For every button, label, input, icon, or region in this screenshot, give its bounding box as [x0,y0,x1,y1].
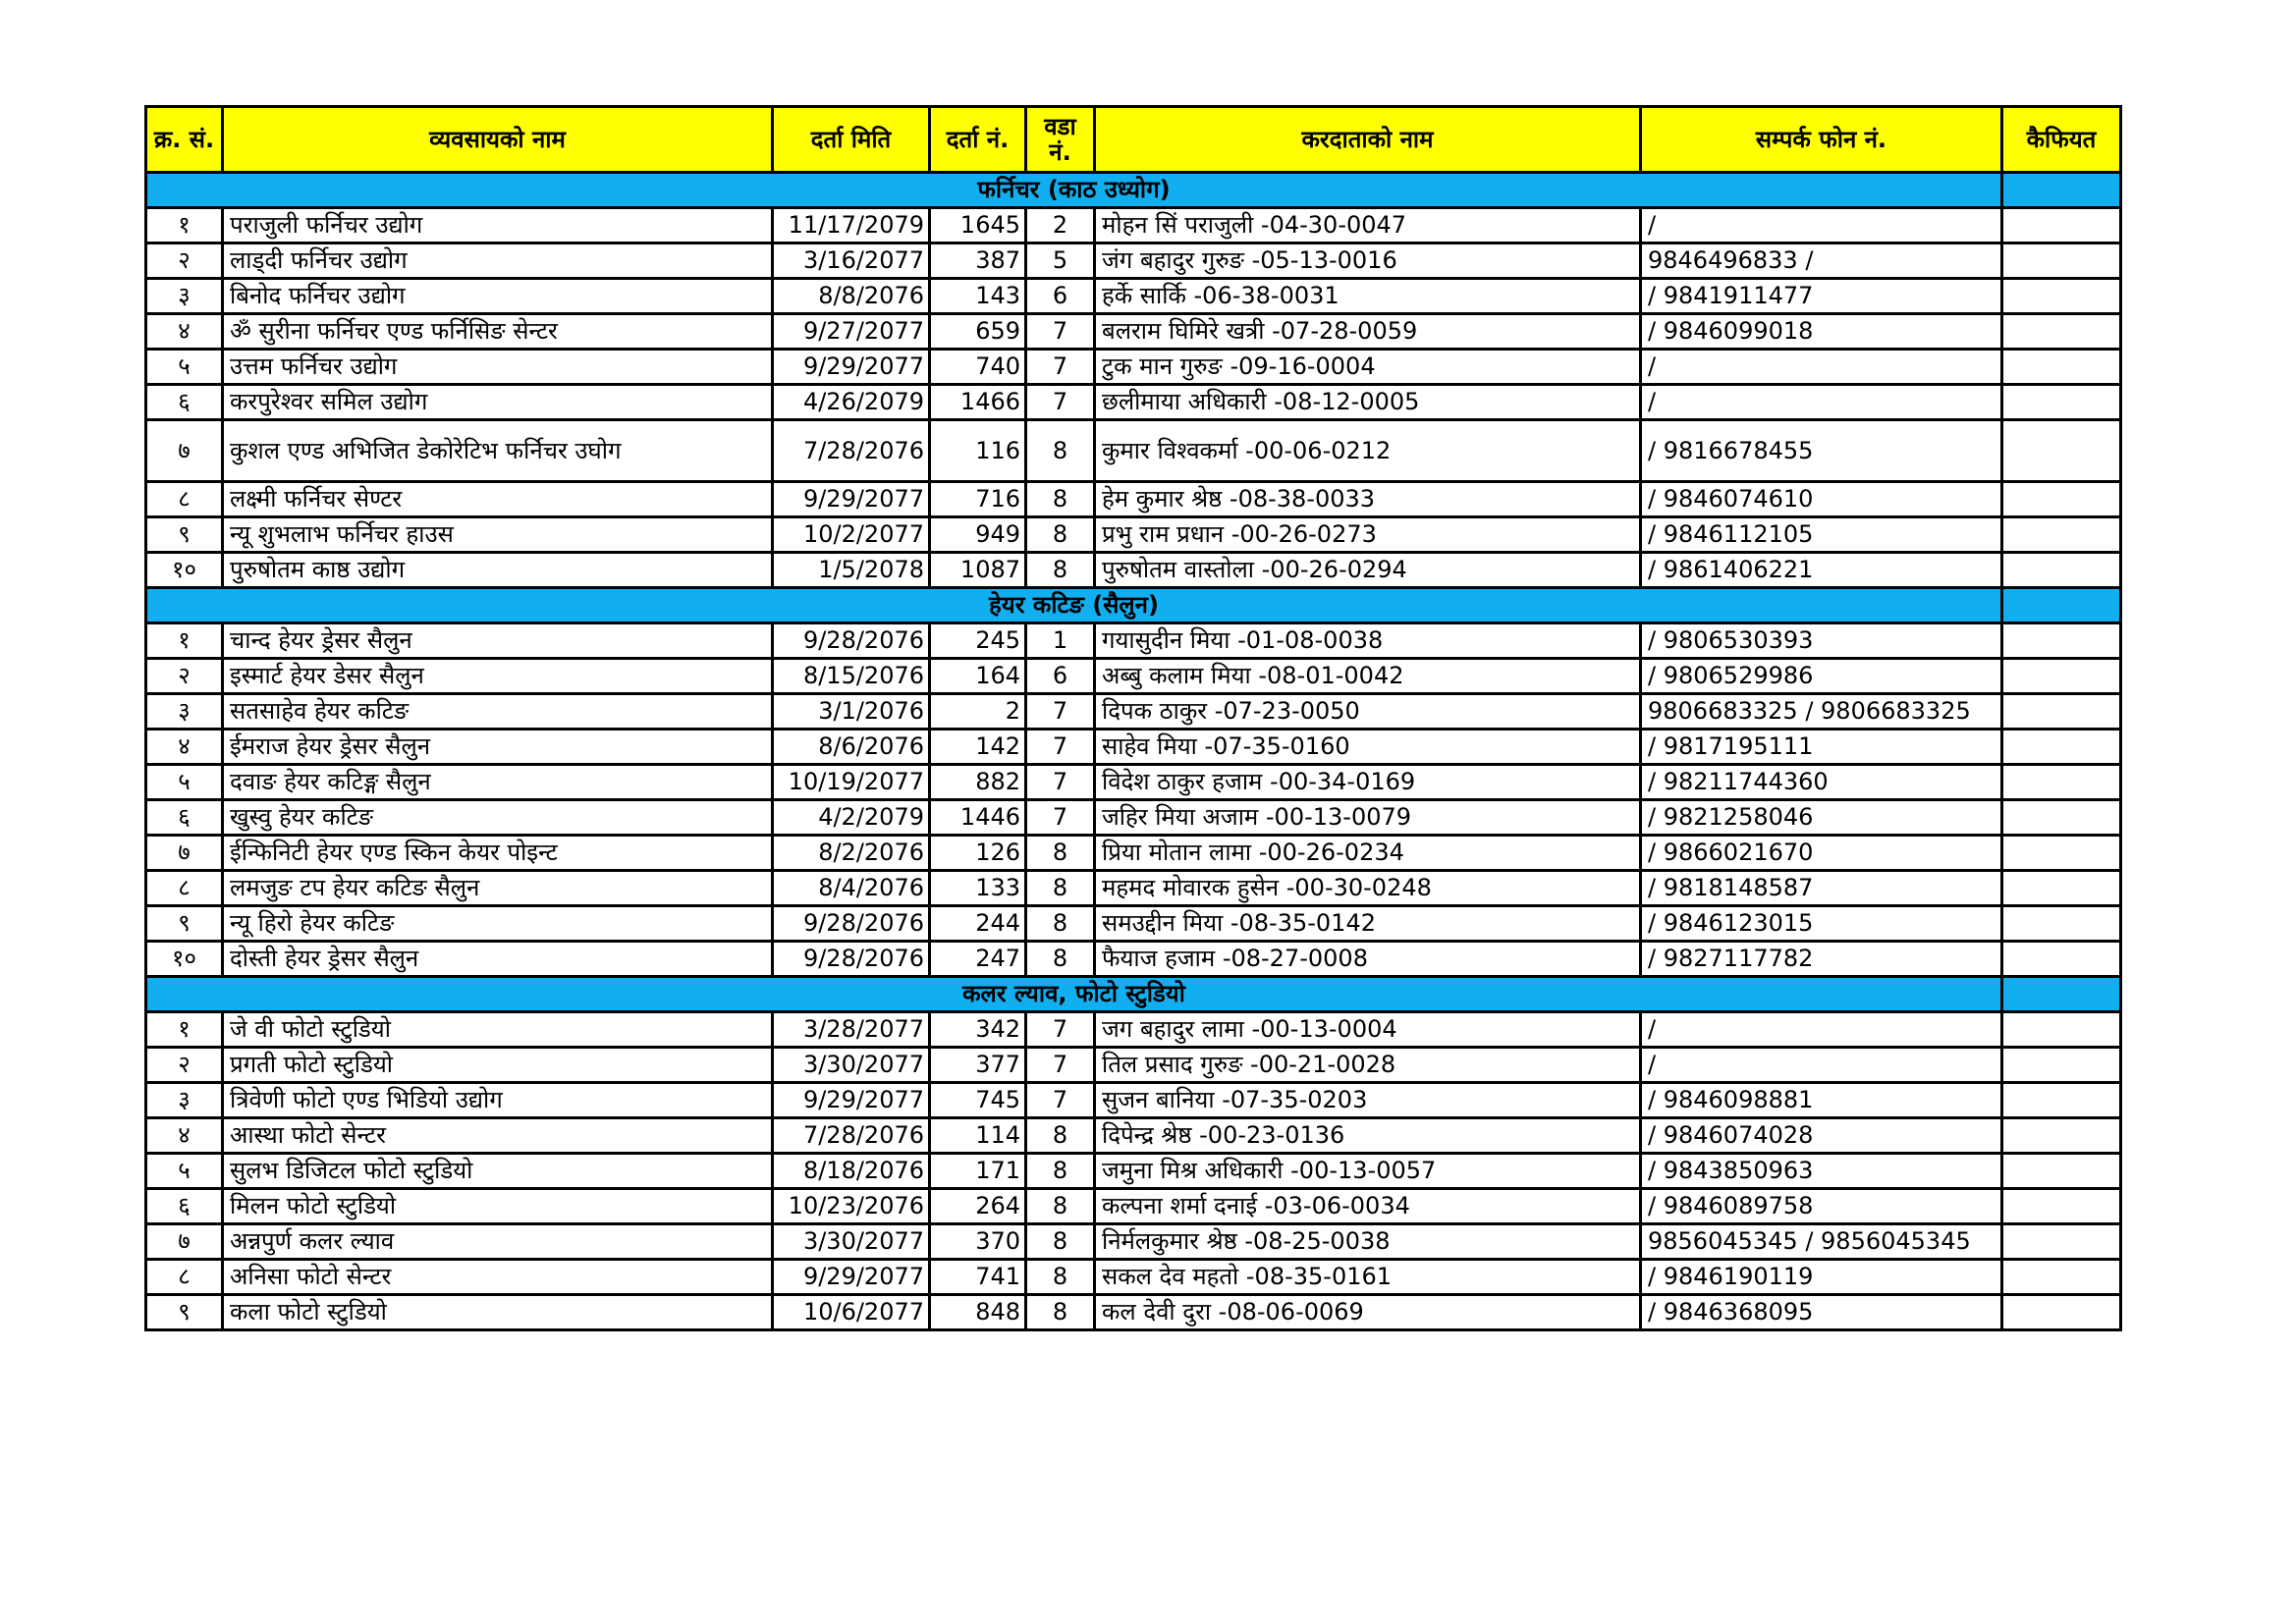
remarks-cell [2002,836,2121,871]
registration-date-cell: 8/2/2076 [773,836,930,871]
registration-number-cell: 882 [930,765,1026,800]
registration-date-cell: 9/29/2077 [773,1260,930,1295]
taxpayer-name-cell: प्रिया मोतान लामा -00-26-0234 [1095,836,1641,871]
business-name-cell: कला फोटो स्टुडियो [223,1295,773,1330]
ward-number-cell: 8 [1026,553,1095,588]
business-name-cell: दोस्ती हेयर ड्रेसर सैलुन [223,942,773,977]
taxpayer-name-cell: हर्के सार्कि -06-38-0031 [1095,279,1641,314]
business-name-cell: न्यू शुभलाभ फर्निचर हाउस [223,517,773,553]
taxpayer-name-cell: मोहन सिं पराजुली -04-30-0047 [1095,208,1641,244]
serial-number-cell: २ [146,1048,223,1083]
registration-date-cell: 10/2/2077 [773,517,930,553]
registration-number-cell: 1446 [930,800,1026,836]
table-row [146,244,2121,279]
taxpayer-name-cell: दिपेन्द्र श्रेष्ठ -00-23-0136 [1095,1118,1641,1154]
serial-number-cell: ९ [146,517,223,553]
table-row [146,1154,2121,1189]
business-name-cell: मिलन फोटो स्टुडियो [223,1189,773,1224]
registration-date-cell: 9/29/2077 [773,350,930,385]
registration-number-cell: 659 [930,314,1026,350]
ward-number-cell: 8 [1026,482,1095,517]
ward-number-cell: 8 [1026,1295,1095,1330]
table-row [146,1083,2121,1118]
registration-date-cell: 9/28/2076 [773,623,930,659]
table-row [146,836,2121,871]
ward-number-cell: 1 [1026,623,1095,659]
registration-number-cell: 848 [930,1295,1026,1330]
serial-number-cell: १० [146,553,223,588]
contact-phone-cell: / 9846089758 [1641,1189,2002,1224]
serial-number-cell: १० [146,942,223,977]
registration-date-cell: 4/2/2079 [773,800,930,836]
remarks-cell [2002,244,2121,279]
header-serial-number: क्र. सं. [146,107,223,173]
registration-date-cell: 9/29/2077 [773,1083,930,1118]
taxpayer-name-cell: कल्पना शर्मा दनाई -03-06-0034 [1095,1189,1641,1224]
remarks-cell [2002,942,2121,977]
business-name-cell: चान्द हेयर ड्रेसर सैलुन [223,623,773,659]
business-name-cell: अन्नपुर्ण कलर ल्याव [223,1224,773,1260]
remarks-cell [2002,1048,2121,1083]
registration-sheet [144,105,2122,1331]
section-header-row [146,977,2121,1012]
taxpayer-name-cell: साहेव मिया -07-35-0160 [1095,730,1641,765]
registration-date-cell: 7/28/2076 [773,1118,930,1154]
table-row [146,1295,2121,1330]
section-title: फर्निचर (काठ उध्योग) [146,173,2002,208]
contact-phone-cell: / 9827117782 [1641,942,2002,977]
contact-phone-cell: / 9846123015 [1641,906,2002,942]
business-name-cell: अनिसा फोटो सेन्टर [223,1260,773,1295]
header-business-name: व्यवसायको नाम [223,107,773,173]
serial-number-cell: ७ [146,836,223,871]
registration-date-cell: 3/30/2077 [773,1048,930,1083]
registration-date-cell: 4/26/2079 [773,385,930,420]
remarks-cell [2002,1224,2121,1260]
business-name-cell: करपुरेश्वर समिल उद्योग [223,385,773,420]
taxpayer-name-cell: जमुना मिश्र अधिकारी -00-13-0057 [1095,1154,1641,1189]
registration-date-cell: 8/18/2076 [773,1154,930,1189]
registration-number-cell: 164 [930,659,1026,694]
ward-number-cell: 8 [1026,1154,1095,1189]
remarks-cell [2002,208,2121,244]
table-row [146,1260,2121,1295]
registration-number-cell: 171 [930,1154,1026,1189]
business-name-cell: ईन्फिनिटी हेयर एण्ड स्किन केयर पोइन्ट [223,836,773,871]
remarks-cell [2002,1083,2121,1118]
registration-number-cell: 740 [930,350,1026,385]
serial-number-cell: ४ [146,314,223,350]
serial-number-cell: ६ [146,800,223,836]
taxpayer-name-cell: अब्बु कलाम मिया -08-01-0042 [1095,659,1641,694]
ward-number-cell: 7 [1026,350,1095,385]
table-row [146,623,2121,659]
ward-number-cell: 8 [1026,1260,1095,1295]
business-name-cell: प्रगती फोटो स्टुडियो [223,1048,773,1083]
remarks-cell [2002,765,2121,800]
registration-number-cell: 342 [930,1012,1026,1048]
business-name-cell: खुस्वु हेयर कटिङ [223,800,773,836]
remarks-cell [2002,730,2121,765]
registration-number-cell: 2 [930,694,1026,730]
contact-phone-cell: / 9806529986 [1641,659,2002,694]
serial-number-cell: १ [146,208,223,244]
taxpayer-name-cell: विदेश ठाकुर हजाम -00-34-0169 [1095,765,1641,800]
ward-number-cell: 6 [1026,279,1095,314]
section-remarks-cell [2002,977,2121,1012]
registration-number-cell: 143 [930,279,1026,314]
registration-number-cell: 244 [930,906,1026,942]
table-row [146,482,2121,517]
taxpayer-name-cell: टुक मान गुरुङ -09-16-0004 [1095,350,1641,385]
contact-phone-cell: / 9841911477 [1641,279,2002,314]
ward-number-cell: 5 [1026,244,1095,279]
serial-number-cell: ९ [146,906,223,942]
registration-number-cell: 370 [930,1224,1026,1260]
registration-date-cell: 9/29/2077 [773,482,930,517]
table-row [146,800,2121,836]
table-row [146,350,2121,385]
registration-number-cell: 1087 [930,553,1026,588]
contact-phone-cell: / 9846190119 [1641,1260,2002,1295]
registration-number-cell: 133 [930,871,1026,906]
taxpayer-name-cell: कुमार विश्वकर्मा -00-06-0212 [1095,420,1641,482]
header-row [146,107,2121,173]
remarks-cell [2002,1295,2121,1330]
registration-date-cell: 1/5/2078 [773,553,930,588]
business-name-cell: ईमराज हेयर ड्रेसर सैलुन [223,730,773,765]
table-row [146,420,2121,482]
serial-number-cell: १ [146,623,223,659]
section-title: हेयर कटिङ (सैलुन) [146,588,2002,623]
table-row [146,208,2121,244]
registration-number-cell: 741 [930,1260,1026,1295]
ward-number-cell: 7 [1026,800,1095,836]
serial-number-cell: ६ [146,385,223,420]
serial-number-cell: २ [146,244,223,279]
business-name-cell: आस्था फोटो सेन्टर [223,1118,773,1154]
serial-number-cell: १ [146,1012,223,1048]
registration-date-cell: 9/28/2076 [773,942,930,977]
contact-phone-cell: / 98211744360 [1641,765,2002,800]
contact-phone-cell: / 9818148587 [1641,871,2002,906]
serial-number-cell: ४ [146,730,223,765]
registration-number-cell: 387 [930,244,1026,279]
taxpayer-name-cell: प्रभु राम प्रधान -00-26-0273 [1095,517,1641,553]
table-row [146,694,2121,730]
remarks-cell [2002,1118,2121,1154]
table-row [146,1118,2121,1154]
table-row [146,553,2121,588]
table-row [146,1012,2121,1048]
business-name-cell: उत्तम फर्निचर उद्योग [223,350,773,385]
remarks-cell [2002,694,2121,730]
remarks-cell [2002,350,2121,385]
contact-phone-cell: 9806683325 / 9806683325 [1641,694,2002,730]
serial-number-cell: ७ [146,1224,223,1260]
taxpayer-name-cell: समउद्दीन मिया -08-35-0142 [1095,906,1641,942]
ward-number-cell: 2 [1026,208,1095,244]
serial-number-cell: ३ [146,279,223,314]
remarks-cell [2002,623,2121,659]
ward-number-cell: 7 [1026,385,1095,420]
table-row [146,1224,2121,1260]
remarks-cell [2002,1260,2121,1295]
table-row [146,730,2121,765]
serial-number-cell: ३ [146,1083,223,1118]
business-name-cell: ॐ सुरीना फर्निचर एण्ड फर्निसिङ सेन्टर [223,314,773,350]
serial-number-cell: ५ [146,350,223,385]
remarks-cell [2002,517,2121,553]
table-row [146,1189,2121,1224]
serial-number-cell: २ [146,659,223,694]
table-row [146,314,2121,350]
serial-number-cell: ८ [146,1260,223,1295]
registration-date-cell: 3/28/2077 [773,1012,930,1048]
serial-number-cell: ५ [146,765,223,800]
registration-number-cell: 116 [930,420,1026,482]
remarks-cell [2002,800,2121,836]
ward-number-cell: 8 [1026,1224,1095,1260]
registration-date-cell: 3/16/2077 [773,244,930,279]
serial-number-cell: ९ [146,1295,223,1330]
taxpayer-name-cell: महमद मोवारक हुसेन -00-30-0248 [1095,871,1641,906]
registration-date-cell: 10/19/2077 [773,765,930,800]
header-registration-date: दर्ता मिति [773,107,930,173]
header-ward-number: वडा नं. [1026,107,1095,173]
contact-phone-cell: 9846496833 / [1641,244,2002,279]
business-name-cell: लक्ष्मी फर्निचर सेण्टर [223,482,773,517]
contact-phone-cell: / [1641,208,2002,244]
registration-date-cell: 7/28/2076 [773,420,930,482]
remarks-cell [2002,906,2121,942]
business-name-cell: लाड्दी फर्निचर उद्योग [223,244,773,279]
table-body [146,173,2121,1330]
remarks-cell [2002,420,2121,482]
taxpayer-name-cell: सकल देव महतो -08-35-0161 [1095,1260,1641,1295]
contact-phone-cell: 9856045345 / 9856045345 [1641,1224,2002,1260]
business-register-table [144,105,2122,1331]
business-name-cell: न्यू हिरो हेयर कटिङ [223,906,773,942]
serial-number-cell: ७ [146,420,223,482]
table-row [146,659,2121,694]
remarks-cell [2002,871,2121,906]
serial-number-cell: ४ [146,1118,223,1154]
remarks-cell [2002,1012,2121,1048]
serial-number-cell: ६ [146,1189,223,1224]
ward-number-cell: 7 [1026,765,1095,800]
contact-phone-cell: / 9816678455 [1641,420,2002,482]
ward-number-cell: 8 [1026,836,1095,871]
remarks-cell [2002,482,2121,517]
ward-number-cell: 8 [1026,420,1095,482]
registration-number-cell: 126 [930,836,1026,871]
contact-phone-cell: / [1641,350,2002,385]
header-contact-phone: सम्पर्क फोन नं. [1641,107,2002,173]
contact-phone-cell: / 9846098881 [1641,1083,2002,1118]
serial-number-cell: ८ [146,871,223,906]
contact-phone-cell: / 9861406221 [1641,553,2002,588]
remarks-cell [2002,1154,2121,1189]
ward-number-cell: 6 [1026,659,1095,694]
remarks-cell [2002,314,2121,350]
table-row [146,517,2121,553]
registration-number-cell: 245 [930,623,1026,659]
business-name-cell: दवाङ हेयर कटिङ्ग सैलुन [223,765,773,800]
taxpayer-name-cell: फैयाज हजाम -08-27-0008 [1095,942,1641,977]
business-name-cell: त्रिवेणी फोटो एण्ड भिडियो उद्योग [223,1083,773,1118]
table-row [146,279,2121,314]
ward-number-cell: 7 [1026,1048,1095,1083]
table-row [146,942,2121,977]
ward-number-cell: 8 [1026,942,1095,977]
ward-number-cell: 7 [1026,694,1095,730]
business-name-cell: पुरुषोतम काष्ठ उद्योग [223,553,773,588]
contact-phone-cell: / 9846099018 [1641,314,2002,350]
section-remarks-cell [2002,173,2121,208]
registration-date-cell: 10/23/2076 [773,1189,930,1224]
taxpayer-name-cell: जहिर मिया अजाम -00-13-0079 [1095,800,1641,836]
taxpayer-name-cell: सुजन बानिया -07-35-0203 [1095,1083,1641,1118]
table-row [146,765,2121,800]
registration-number-cell: 114 [930,1118,1026,1154]
taxpayer-name-cell: निर्मलकुमार श्रेष्ठ -08-25-0038 [1095,1224,1641,1260]
registration-date-cell: 8/8/2076 [773,279,930,314]
table-row [146,906,2121,942]
ward-number-cell: 7 [1026,314,1095,350]
section-header-row [146,173,2121,208]
registration-number-cell: 716 [930,482,1026,517]
contact-phone-cell: / [1641,1012,2002,1048]
table-row [146,385,2121,420]
serial-number-cell: ८ [146,482,223,517]
taxpayer-name-cell: दिपक ठाकुर -07-23-0050 [1095,694,1641,730]
taxpayer-name-cell: हेम कुमार श्रेष्ठ -08-38-0033 [1095,482,1641,517]
ward-number-cell: 8 [1026,906,1095,942]
serial-number-cell: ३ [146,694,223,730]
remarks-cell [2002,279,2121,314]
section-remarks-cell [2002,588,2121,623]
remarks-cell [2002,553,2121,588]
registration-number-cell: 1645 [930,208,1026,244]
registration-date-cell: 9/28/2076 [773,906,930,942]
registration-number-cell: 264 [930,1189,1026,1224]
table-row [146,1048,2121,1083]
ward-number-cell: 7 [1026,1083,1095,1118]
business-name-cell: लमजुङ टप हेयर कटिङ सैलुन [223,871,773,906]
contact-phone-cell: / [1641,1048,2002,1083]
registration-date-cell: 8/15/2076 [773,659,930,694]
registration-date-cell: 9/27/2077 [773,314,930,350]
taxpayer-name-cell: पुरुषोतम वास्तोला -00-26-0294 [1095,553,1641,588]
contact-phone-cell: / [1641,385,2002,420]
ward-number-cell: 8 [1026,871,1095,906]
registration-date-cell: 3/30/2077 [773,1224,930,1260]
business-name-cell: जे वी फोटो स्टुडियो [223,1012,773,1048]
contact-phone-cell: / 9843850963 [1641,1154,2002,1189]
remarks-cell [2002,385,2121,420]
registration-date-cell: 3/1/2076 [773,694,930,730]
contact-phone-cell: / 9846074610 [1641,482,2002,517]
taxpayer-name-cell: कल देवी दुरा -08-06-0069 [1095,1295,1641,1330]
business-name-cell: बिनोद फर्निचर उद्योग [223,279,773,314]
business-name-cell: पराजुली फर्निचर उद्योग [223,208,773,244]
taxpayer-name-cell: जंग बहादुर गुरुङ -05-13-0016 [1095,244,1641,279]
registration-number-cell: 377 [930,1048,1026,1083]
contact-phone-cell: / 9821258046 [1641,800,2002,836]
contact-phone-cell: / 9866021670 [1641,836,2002,871]
registration-number-cell: 142 [930,730,1026,765]
header-registration-number: दर्ता नं. [930,107,1026,173]
business-name-cell: कुशल एण्ड अभिजित डेकोरेटिभ फर्निचर उघोग [223,420,773,482]
business-name-cell: सुलभ डिजिटल फोटो स्टुडियो [223,1154,773,1189]
taxpayer-name-cell: तिल प्रसाद गुरुङ -00-21-0028 [1095,1048,1641,1083]
taxpayer-name-cell: छलीमाया अधिकारी -08-12-0005 [1095,385,1641,420]
section-header-row [146,588,2121,623]
contact-phone-cell: / 9817195111 [1641,730,2002,765]
registration-date-cell: 11/17/2079 [773,208,930,244]
registration-number-cell: 1466 [930,385,1026,420]
registration-date-cell: 8/6/2076 [773,730,930,765]
ward-number-cell: 7 [1026,1012,1095,1048]
remarks-cell [2002,659,2121,694]
section-title: कलर ल्याव, फोटो स्टुडियो [146,977,2002,1012]
business-name-cell: इस्मार्ट हेयर डेसर सैलुन [223,659,773,694]
ward-number-cell: 8 [1026,1189,1095,1224]
header-taxpayer-name: करदाताको नाम [1095,107,1641,173]
taxpayer-name-cell: बलराम घिमिरे खत्री -07-28-0059 [1095,314,1641,350]
header-remarks: कैफियत [2002,107,2121,173]
ward-number-cell: 7 [1026,730,1095,765]
ward-number-cell: 8 [1026,1118,1095,1154]
registration-number-cell: 949 [930,517,1026,553]
table-row [146,871,2121,906]
registration-date-cell: 10/6/2077 [773,1295,930,1330]
contact-phone-cell: / 9806530393 [1641,623,2002,659]
registration-number-cell: 745 [930,1083,1026,1118]
serial-number-cell: ५ [146,1154,223,1189]
contact-phone-cell: / 9846368095 [1641,1295,2002,1330]
business-name-cell: सतसाहेव हेयर कटिङ [223,694,773,730]
registration-number-cell: 247 [930,942,1026,977]
ward-number-cell: 8 [1026,517,1095,553]
registration-date-cell: 8/4/2076 [773,871,930,906]
contact-phone-cell: / 9846074028 [1641,1118,2002,1154]
remarks-cell [2002,1189,2121,1224]
contact-phone-cell: / 9846112105 [1641,517,2002,553]
taxpayer-name-cell: जग बहादुर लामा -00-13-0004 [1095,1012,1641,1048]
taxpayer-name-cell: गयासुदीन मिया -01-08-0038 [1095,623,1641,659]
